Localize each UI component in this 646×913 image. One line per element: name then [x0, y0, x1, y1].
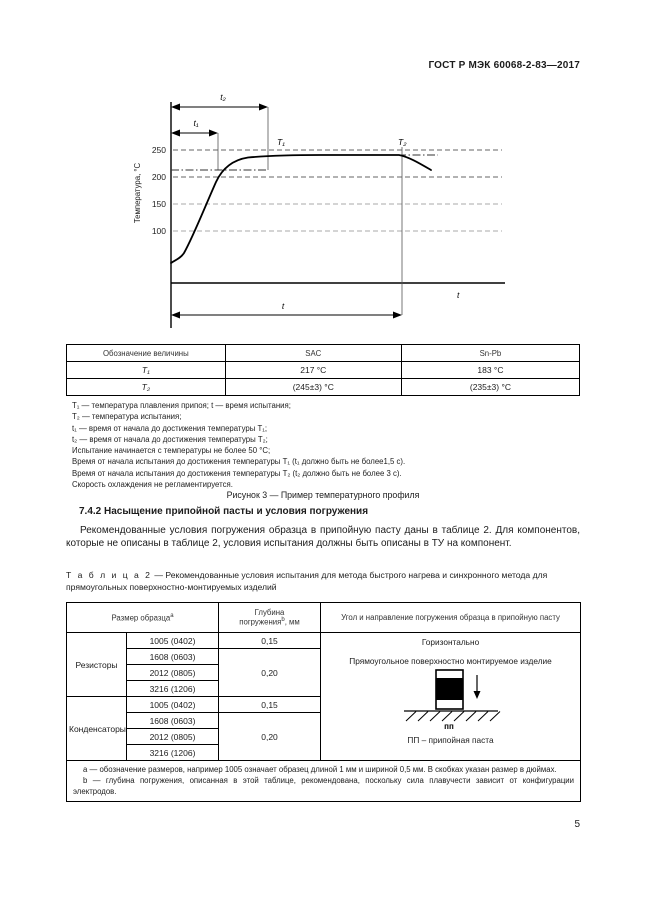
table-row — [67, 362, 580, 379]
size-cell: 3216 (1206) — [127, 745, 219, 761]
figure-caption: Рисунок 3 — Пример температурного профиля — [226, 490, 420, 500]
chip-body — [436, 678, 463, 700]
col-header-sac: SAC — [225, 345, 401, 362]
solder-temperature-table — [66, 344, 580, 396]
cell-T1-snpb: 183 °С — [401, 362, 579, 379]
t2-dimension — [171, 104, 268, 111]
note-line: Испытание начинается с температуры не более 50 °С; — [72, 446, 271, 456]
document-title: ГОСТ Р МЭК 60068-2-83—2017 — [428, 60, 580, 71]
t-total-dimension — [171, 312, 402, 319]
note-line: Т₁ — температура плавления припоя; t — время испытания; — [72, 401, 291, 410]
footnote-a: а — обозначение размеров, например 1005 означает образец длиной 1 мм и шириной 0,5 мм. В скобках указан размер в дюймах. — [83, 765, 557, 774]
col-header-depth-sup: b — [281, 617, 285, 624]
col-header-size-text: Размер образца — [111, 613, 171, 623]
depth-cell: 0,15 — [219, 697, 321, 713]
paste-mark-label: пп — [443, 722, 454, 731]
col-header-depth-suffix: , мм — [284, 617, 300, 627]
t-total-label: t — [281, 301, 285, 311]
T1-label: T₁ — [277, 137, 285, 147]
depth-cell: 0,20 — [219, 713, 321, 761]
table2-footnotes — [67, 761, 581, 802]
paste-legend: ПП – припойная паста — [407, 735, 494, 745]
y-axis-title: Температура, °С — [133, 162, 142, 224]
angle-horizontal-label: Горизонтально — [421, 637, 480, 647]
col-header-depth-line1: Глубина — [254, 608, 285, 618]
immersion-conditions-table — [66, 602, 581, 802]
table2-caption-text: — Рекомендованные условия испытания для метода быстрого нагрева и синхронного метода для прямоугольных поверхностно-монтируемых изделий — [66, 570, 548, 592]
cell-T2: T₂ — [67, 379, 226, 396]
size-cell: 2012 (0805) — [127, 665, 219, 681]
y-tick-labels — [152, 145, 166, 236]
t1-label: t₁ — [193, 118, 199, 128]
size-cell: 1608 (0603) — [127, 649, 219, 665]
note-line: Время от начала испытания до достижения температуры Т₂ (t₂ должно быть не более 3 с). — [72, 468, 402, 478]
depth-cell: 0,20 — [219, 649, 321, 697]
table-row — [67, 379, 580, 396]
depth-cell: 0,15 — [219, 633, 321, 649]
size-cell: 1005 (0402) — [127, 697, 219, 713]
table2-caption — [66, 570, 580, 593]
angle-component-label: Прямоугольное поверхностно монтируемое изделие — [349, 656, 552, 666]
size-cell: 3216 (1206) — [127, 681, 219, 697]
note-line: Время от начала испытания до достижения температуры Т₁ (t₁ должно быть не более1,5 с). — [72, 457, 406, 467]
ytick-250: 250 — [151, 145, 166, 155]
table-row — [67, 345, 580, 362]
solder-paste-surface — [404, 711, 500, 721]
col-header-designation: Обозначение величины — [67, 345, 226, 362]
group-resistors: Резисторы — [67, 633, 127, 697]
figure-notes — [72, 400, 532, 490]
col-header-size-sup: а — [170, 612, 174, 619]
cell-T1: T₁ — [67, 362, 226, 379]
chart-svg — [120, 88, 590, 340]
footnote-b: b — глубина погружения, описанная в этой таблице, рекомендована, поскольку сила плавучести зависит от конфигурации электродов. — [73, 776, 575, 796]
table-row — [67, 603, 581, 633]
cell-T2-snpb: (235±3) °С — [401, 379, 579, 396]
cell-T1-sac: 217 °С — [225, 362, 401, 379]
immersion-diagram — [366, 668, 536, 732]
note-line: Т₂ — температура испытания; — [72, 412, 182, 422]
col-header-depth-line2: погружения — [239, 617, 282, 627]
x-axis-label: t — [457, 290, 460, 300]
section-paragraph: Рекомендованные условия погружения образца в припойную пасту даны в таблице 2. Для компонентов, которые не описаны в таблице 2, условия испытания должны быть описаны в ТУ на компонент. — [66, 525, 580, 550]
ytick-150: 150 — [151, 199, 166, 209]
T2-label: T₂ — [398, 137, 407, 147]
page-number: 5 — [574, 819, 580, 830]
col-header-snpb: Sn-Pb — [401, 345, 579, 362]
gridlines — [173, 150, 502, 231]
down-arrow-icon — [473, 675, 480, 699]
group-capacitors: Конденсаторы — [67, 697, 127, 761]
note-line: Скорость охлаждения не регламентируется. — [72, 480, 233, 490]
t1-dimension — [171, 130, 218, 137]
note-line: t₂ — время от начала до достижения температуры Т₂; — [72, 434, 268, 444]
t2-label: t₂ — [220, 92, 226, 102]
temperature-curve — [171, 155, 431, 263]
section-heading: 7.4.2 Насыщение припойной пасты и условия погружения — [79, 506, 369, 517]
temperature-profile-chart — [120, 88, 590, 340]
angle-cell — [321, 633, 581, 761]
size-cell: 1005 (0402) — [127, 633, 219, 649]
cell-T2-sac: (245±3) °С — [225, 379, 401, 396]
ytick-100: 100 — [151, 226, 166, 236]
size-cell: 2012 (0805) — [127, 729, 219, 745]
col-header-angle: Угол и направление погружения образца в припойную пасту — [321, 603, 581, 633]
note-line: t₁ — время от начала до достижения температуры Т₁; — [72, 423, 268, 433]
table2-caption-prefix: Т а б л и ц а 2 — [66, 570, 152, 580]
size-cell: 1608 (0603) — [127, 713, 219, 729]
table-row — [67, 761, 581, 802]
table-row — [67, 633, 581, 649]
col-header-depth — [219, 603, 321, 633]
col-header-size — [67, 603, 219, 633]
ytick-200: 200 — [151, 172, 166, 182]
